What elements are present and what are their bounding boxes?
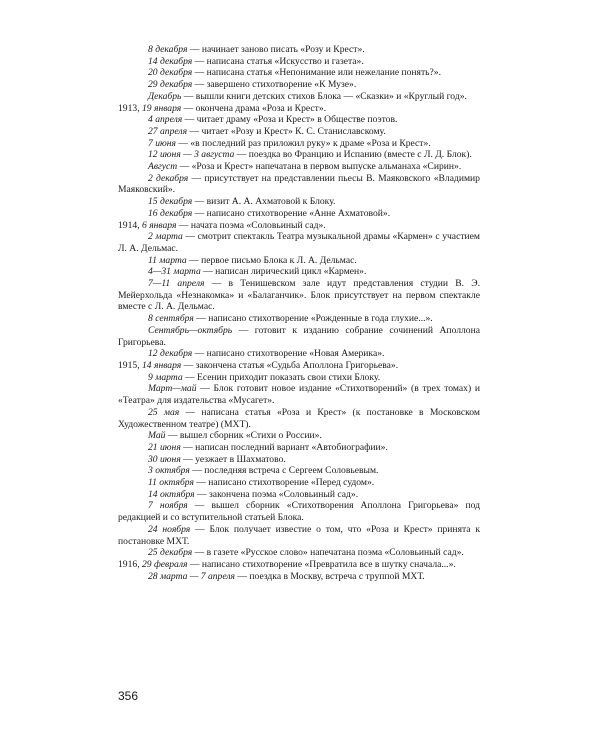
entry-text: — написана статья «Роза и Крест» (к постановке в Московском Художественном театре) (МХТ).	[118, 406, 480, 430]
chronology-entry	[118, 360, 480, 372]
entry-date: 4 апреля	[148, 114, 183, 126]
entry-date: 12 июня — 3 августа	[148, 149, 235, 161]
chronology-entry	[118, 559, 480, 571]
entry-date: 12 декабря	[148, 348, 193, 360]
chronology-entry	[118, 442, 480, 454]
entry-date: 27 апреля	[148, 125, 188, 137]
chronology-entry	[118, 126, 480, 138]
entry-date: 11 октября	[148, 477, 194, 489]
entry-text: — первое письмо Блока к Л. А. Дельмас.	[186, 254, 357, 266]
entry-date: 3 октября	[148, 465, 190, 477]
entry-date: 25 мая	[148, 406, 180, 418]
chronology-entry	[118, 231, 480, 254]
entry-date: Март—май	[148, 383, 197, 395]
chronology-entry	[118, 313, 480, 325]
entry-date: 25 декабря	[148, 547, 193, 559]
entry-date: 9 марта	[148, 371, 183, 383]
entry-date: 14 октября	[148, 488, 195, 500]
chronology-entry	[118, 325, 480, 348]
chronology-entry	[118, 220, 480, 232]
chronology-entry	[118, 383, 480, 406]
chronology-entry	[118, 407, 480, 430]
entry-date: 4—31 марта	[148, 266, 201, 278]
entry-date: 2 марта	[148, 231, 183, 243]
entry-text: — читает «Розу и Крест» К. С. Станиславскому.	[187, 125, 386, 137]
chronology-entry	[118, 114, 480, 126]
entry-text: — закончена поэма «Соловьиный сад».	[194, 488, 359, 500]
chronology-entry	[118, 173, 480, 196]
entry-date: 2 декабря	[148, 172, 189, 184]
entry-text: — написан лирический цикл «Кармен».	[200, 266, 367, 278]
entry-text: — уезжает в Шахматово.	[180, 453, 286, 465]
entry-date: 14 декабря	[148, 55, 193, 67]
entry-text: — читает драму «Роза и Крест» в Обществе поэтов.	[182, 114, 398, 126]
chronology-entry	[118, 149, 480, 161]
chronology-entry	[118, 103, 480, 115]
entry-date: 21 июня	[148, 441, 181, 453]
chronology-entry	[118, 500, 480, 523]
entry-date: Декабрь	[148, 90, 182, 102]
entry-text: — написано стихотворение «Превратила все в шутку сначала...».	[187, 558, 456, 570]
chronology-list	[118, 44, 480, 582]
entry-text: — окончена драма «Роза и Крест».	[181, 102, 327, 114]
entry-year: 1915,	[118, 359, 140, 371]
chronology-entry	[118, 465, 480, 477]
entry-date: 29 февраля	[142, 558, 188, 570]
entry-date: 30 июня	[148, 453, 181, 465]
entry-text: — готовит к изданию собрание сочинений Аполлона Григорьева.	[118, 324, 480, 348]
chronology-entry	[118, 255, 480, 267]
chronology-entry	[118, 571, 480, 583]
chronology-entry	[118, 547, 480, 559]
entry-text: — закончена статья «Судьба Аполлона Григорьева».	[181, 359, 399, 371]
entry-text: — начинает заново писать «Розу и Крест».	[187, 44, 365, 55]
entry-text: — вышел сборник «Стихи о России».	[165, 430, 322, 442]
entry-text: — смотрит спектакль Театра музыкальной драмы «Кармен» с участием Л. А. Дельмас.	[118, 231, 480, 254]
entry-text: — написана статья «Искусство и газета».	[192, 55, 364, 67]
entry-date: Август	[148, 161, 178, 173]
chronology-entry	[118, 430, 480, 442]
chronology-entry	[118, 489, 480, 501]
entry-text: — Блок получает известие о том, что «Роза и Крест» принята к постановке МХТ.	[118, 523, 481, 547]
chronology-entry	[118, 91, 480, 103]
entry-date: Сентябрь—октябрь	[148, 324, 233, 336]
chronology-entry	[118, 161, 480, 173]
entry-text: — «в последний раз приложил руку» к драме «Роза и Крест».	[175, 137, 431, 149]
entry-text: — начата поэма «Соловьиный сад».	[176, 219, 326, 231]
entry-date: 11 марта	[148, 254, 187, 266]
entry-text: — написано стихотворение «Анне Ахматовой».	[192, 207, 391, 219]
entry-date: 24 ноября	[148, 523, 191, 535]
entry-date: 7 ноября	[148, 500, 188, 512]
entry-date: Май	[148, 430, 166, 442]
entry-text: — в газете «Русское слово» напечатана поэма «Соловьиный сад».	[192, 547, 464, 559]
entry-date: 29 декабря	[148, 79, 193, 91]
chronology-entry	[118, 67, 480, 79]
entry-date: 6 января	[142, 219, 177, 231]
chronology-entry	[118, 44, 480, 56]
entry-date: 7—11 апреля	[148, 278, 205, 290]
entry-text: — завершено стихотворение «К Музе».	[192, 79, 357, 91]
chronology-entry	[118, 79, 480, 91]
entry-date: 19 января	[142, 102, 182, 114]
entry-text: — Блок готовит новое издание «Стихотворений» (в трех томах) и «Театра» для издательства «Мусагет».	[118, 383, 480, 407]
entry-year: 1916,	[118, 558, 140, 570]
entry-date: 8 декабря	[148, 44, 188, 55]
entry-date: 16 декабря	[148, 207, 193, 219]
chronology-entry	[118, 266, 480, 278]
chronology-entry	[118, 208, 480, 220]
chronology-entry	[118, 372, 480, 384]
entry-text: — написано стихотворение «Рожденные в года глухие...».	[193, 313, 433, 325]
chronology-entry	[118, 56, 480, 68]
entry-text: — поездка в Москву, встреча с труппой МХТ.	[235, 570, 425, 582]
entry-text: — написано стихотворение «Новая Америка».	[192, 348, 385, 360]
chronology-entry	[118, 196, 480, 208]
chronology-entry	[118, 524, 480, 547]
entry-text: — Есенин приходит показать свои стихи Блоку.	[182, 371, 381, 383]
entry-text: — поездка во Францию и Испанию (вместе с Л. Д. Блок).	[234, 149, 472, 161]
entry-year: 1914,	[118, 219, 140, 231]
entry-year: 1913,	[118, 102, 140, 114]
entry-text: — вышли книги детских стихов Блока — «Сказки» и «Круглый год».	[181, 90, 467, 102]
entry-text: — «Роза и Крест» напечатана в первом выпуске альманаха «Сирин».	[177, 161, 462, 173]
entry-date: 7 июня	[148, 137, 176, 149]
entry-text: — написано стихотворение «Перед судом».	[193, 477, 375, 489]
entry-text: — визит А. А. Ахматовой к Блоку.	[192, 196, 336, 208]
page-number: 356	[118, 689, 139, 703]
entry-text: — вышел сборник «Стихотворения Аполлона Григорьева» под редакцией и со вступительной статьей Блока.	[118, 500, 480, 524]
chronology-entry	[118, 477, 480, 489]
entry-text: — написана статья «Непонимание или нежелание понять?».	[192, 67, 441, 79]
entry-date: 20 декабря	[148, 67, 193, 79]
entry-date: 28 марта — 7 апреля	[148, 570, 235, 582]
chronology-entry	[118, 454, 480, 466]
chronology-entry	[118, 138, 480, 150]
entry-text: — присутствует на представлении пьесы В. Маяковского «Владимир Маяковский».	[118, 172, 480, 196]
entry-text: — написан последний вариант «Автобиографии».	[180, 441, 388, 453]
entry-date: 14 января	[142, 359, 182, 371]
entry-date: 8 сентября	[148, 313, 194, 325]
chronology-entry	[118, 348, 480, 360]
entry-text: — последняя встреча с Сергеем Соловьевым.	[189, 465, 379, 477]
chronology-entry	[118, 278, 480, 313]
entry-text: — в Тенишевском зале идут представления студии В. Э. Мейерхольда «Незнакомка» и «Балаганчик». Блок присутствует на первом спектакле вместе с Л. А. Дельмас.	[118, 278, 480, 313]
entry-date: 15 декабря	[148, 196, 193, 208]
